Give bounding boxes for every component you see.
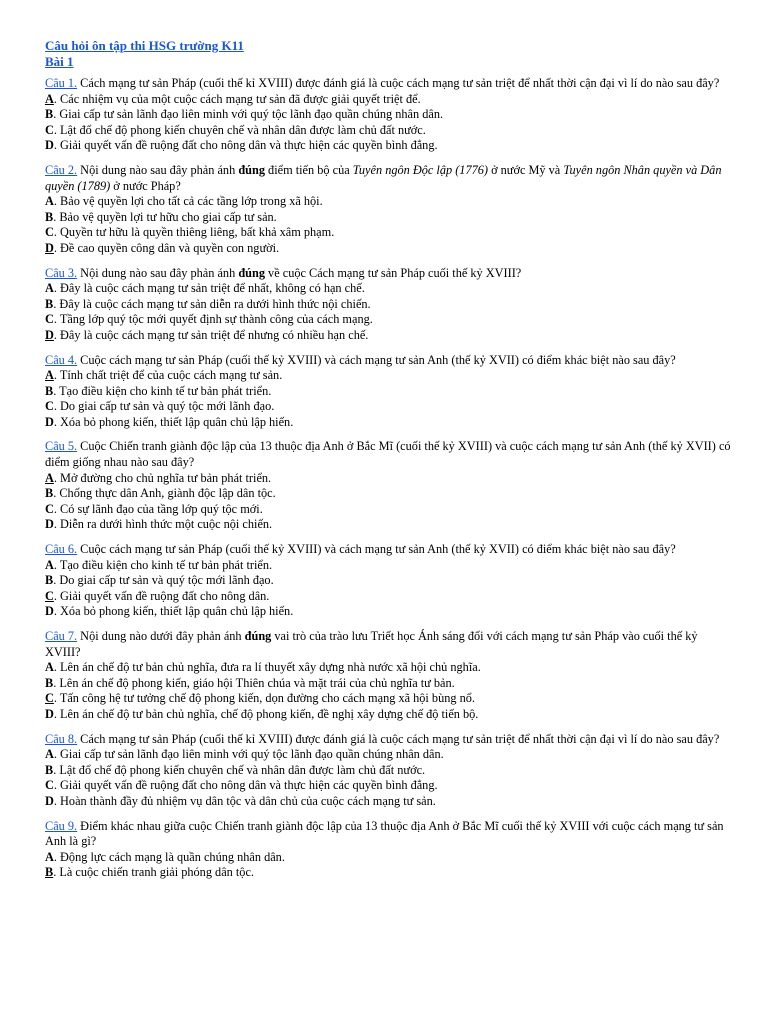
stem-text: Điểm khác nhau giữa cuộc Chiến tranh giành độc lập của 13 thuộc địa Anh ở Bắc Mĩ cuối thế kỷ XVIII với cuộc cách mạng tư sản Anh là gì? — [45, 818, 724, 849]
option-text: . Chống thực dân Anh, giành độc lập dân tộc. — [53, 486, 276, 501]
option-text: . Mở đường cho chủ nghĩa tư bản phát triển. — [53, 470, 272, 485]
option-text: . Bảo vệ quyền lợi cho tất cả các tầng lớp trong xã hội. — [53, 194, 323, 209]
option-letter: D — [45, 327, 54, 342]
option-text: . Đây là cuộc cách mạng tư sản triệt để nhất, không có hạn chế. — [53, 281, 365, 296]
document-title: Câu hỏi ôn tập thi HSG trường K11 — [45, 38, 244, 53]
option-text: . Đề cao quyền công dân và quyền con người. — [53, 240, 280, 255]
option-letter: B — [45, 865, 54, 880]
option-text: . Tấn công hệ tư tưởng chế độ phong kiến, dọn đường cho cách mạng xã hội bùng nổ. — [53, 691, 475, 706]
question-stem — [45, 542, 735, 558]
option-letter: B — [45, 209, 54, 224]
stem-text: ở nước Pháp? — [110, 178, 181, 193]
option-text: . Hoàn thành đầy đủ nhiệm vụ dân tộc và dân chủ của cuộc cách mạng tư sản. — [53, 793, 436, 808]
answer-option-b — [45, 865, 735, 881]
question-4 — [45, 353, 735, 431]
option-text: . Lên án chế độ tư bản chủ nghĩa, đưa ra lí thuyết xây dựng nhà nước xã hội chủ nghĩa. — [53, 660, 481, 675]
question-1 — [45, 76, 735, 154]
option-text: . Bảo vệ quyền lợi tư hữu cho giai cấp tư sản. — [53, 209, 277, 224]
answer-option-b — [45, 676, 735, 692]
option-text: . Động lực cách mạng là quần chúng nhân dân. — [53, 849, 285, 864]
question-number: Câu 3. — [45, 265, 78, 280]
answer-option-c — [45, 778, 735, 794]
option-text: . Giải quyết vấn đề ruộng đất cho nông dân và thực hiện các quyền bình đẳng. — [53, 778, 438, 793]
option-letter: B — [45, 107, 54, 122]
option-letter: C — [45, 225, 54, 240]
option-letter: A — [45, 368, 54, 383]
answer-option-b — [45, 210, 735, 226]
document — [45, 38, 735, 881]
emphasis-text: đúng — [244, 629, 272, 643]
stem-text: Nội dung nào sau đây phản ánh — [77, 265, 239, 280]
question-stem — [45, 732, 735, 748]
option-letter: C — [45, 691, 54, 706]
option-text: . Xóa bỏ phong kiến, thiết lập quân chủ lập hiến. — [53, 414, 294, 429]
question-7 — [45, 629, 735, 723]
emphasis-text: đúng — [238, 162, 265, 177]
stem-text: Cuộc cách mạng tư sản Pháp (cuối thế kỷ XVIII) và cách mạng tư sản Anh (thế kỷ XVII) có điểm khác biệt nào sau đây? — [77, 352, 676, 367]
option-letter: D — [45, 138, 54, 153]
question-text — [77, 76, 719, 90]
answer-option-a — [45, 281, 735, 297]
answer-option-b — [45, 297, 735, 313]
option-letter: A — [45, 470, 54, 485]
question-stem — [45, 819, 735, 850]
answer-option-d — [45, 241, 735, 257]
answer-option-a — [45, 368, 735, 384]
italic-text: Tuyên ngôn Độc lập (1776) — [352, 162, 488, 177]
option-text: . Các nhiệm vụ của một cuộc cách mạng tư sản đã được giải quyết triệt để. — [53, 91, 421, 106]
question-number: Câu 4. — [45, 352, 78, 367]
stem-text: Cuộc Chiến tranh giành độc lập của 13 thuộc địa Anh ở Bắc Mĩ (cuối thế kỷ XVIII) và cuộc cách mạng tư sản Anh (thế kỷ XVII) có điểm giống nhau nào sau đây? — [45, 439, 731, 470]
option-letter: D — [45, 517, 54, 532]
option-letter: C — [45, 588, 54, 603]
option-text: . Đây là cuộc cách mạng tư sản diễn ra dưới hình thức nội chiến. — [53, 296, 371, 311]
option-text: . Tạo điều kiện cho kinh tế tư bản phát triển. — [53, 383, 272, 398]
question-number: Câu 1. — [45, 76, 78, 90]
option-letter: D — [45, 793, 54, 808]
option-letter: A — [45, 194, 54, 209]
question-3 — [45, 266, 735, 344]
answer-option-b — [45, 107, 735, 123]
question-stem — [45, 629, 735, 660]
option-text: . Lên án chế độ phong kiến, giáo hội Thiên chúa và mặt trái của chủ nghĩa tư bản. — [53, 675, 455, 690]
italic-text: Tuyên ngôn Nhân quyền và Dân quyền (1789) — [45, 162, 722, 193]
emphasis-text: đúng — [238, 265, 265, 280]
option-text: . Giải quyết vấn đề ruộng đất cho nông dân và thực hiện các quyền bình đẳng. — [53, 138, 438, 153]
question-number: Câu 9. — [45, 818, 78, 833]
answer-option-c — [45, 225, 735, 241]
option-letter: B — [45, 675, 54, 690]
question-number: Câu 8. — [45, 731, 78, 746]
option-text: . Có sự lãnh đạo của tầng lớp quý tộc mới. — [53, 501, 263, 516]
option-letter: B — [45, 762, 54, 777]
answer-option-d — [45, 517, 735, 533]
lesson-heading: Bài 1 — [45, 54, 74, 69]
question-number: Câu 2. — [45, 162, 78, 177]
question-text — [45, 819, 724, 849]
option-letter: C — [45, 312, 54, 327]
question-stem — [45, 163, 735, 194]
answer-option-a — [45, 558, 735, 574]
question-stem — [45, 353, 735, 369]
option-letter: A — [45, 747, 54, 762]
stem-text: Nội dung nào dưới đây phản ánh — [77, 629, 245, 643]
stem-text: Cuộc cách mạng tư sản Pháp (cuối thế kỷ XVIII) và cách mạng tư sản Anh (thế kỷ XVII) có điểm khác biệt nào sau đây? — [77, 542, 676, 557]
answer-option-d — [45, 138, 735, 154]
answer-option-a — [45, 747, 735, 763]
option-text: . Tạo điều kiện cho kinh tế tư bản phát triển. — [53, 557, 273, 572]
answer-option-c — [45, 399, 735, 415]
option-text: . Là cuộc chiến tranh giải phóng dân tộc. — [53, 865, 254, 880]
option-letter: B — [45, 486, 54, 501]
option-text: . Xóa bỏ phong kiến, thiết lập quân chủ lập hiến. — [53, 604, 294, 619]
stem-text: về cuộc Cách mạng tư sản Pháp cuối thế kỷ XVIII? — [264, 265, 522, 280]
question-8 — [45, 732, 735, 810]
option-letter: D — [45, 414, 54, 429]
question-9 — [45, 819, 735, 881]
option-text: . Giai cấp tư sản lãnh đạo liên minh với quý tộc lãnh đạo quần chúng nhân dân. — [53, 107, 444, 122]
option-letter: C — [45, 501, 54, 516]
question-number: Câu 5. — [45, 439, 78, 454]
option-text: . Diễn ra dưới hình thức một cuộc nội chiến. — [53, 517, 273, 532]
answer-option-d — [45, 415, 735, 431]
option-letter: B — [45, 296, 54, 311]
question-2 — [45, 163, 735, 257]
option-letter: B — [45, 383, 54, 398]
answer-option-b — [45, 573, 735, 589]
stem-text: điểm tiến bộ của — [264, 162, 353, 177]
stem-text: vai trò của trào lưu Triết học Ánh sáng đối với cách mạng tư sản Pháp vào cuối thế kỷ XVIII? — [45, 629, 698, 659]
option-text: . Quyền tư hữu là quyền thiêng liêng, bất khả xâm phạm. — [53, 225, 335, 240]
option-text: . Do giai cấp tư sản và quý tộc mới lãnh đạo. — [53, 573, 274, 588]
option-letter: A — [45, 849, 54, 864]
option-letter: C — [45, 399, 54, 414]
answer-option-d — [45, 794, 735, 810]
option-text: . Lên án chế độ tư bản chủ nghĩa, chế độ phong kiến, đề nghị xây dựng chế độ tiến bộ. — [53, 706, 479, 721]
stem-text: Nội dung nào sau đây phản ánh — [77, 162, 239, 177]
question-number: Câu 6. — [45, 542, 78, 557]
question-6 — [45, 542, 735, 620]
question-text — [77, 353, 676, 367]
answer-option-d — [45, 604, 735, 620]
answer-option-d — [45, 328, 735, 344]
option-text: . Tính chất triệt để của cuộc cách mạng tư sản. — [53, 368, 283, 383]
question-list — [45, 76, 735, 881]
answer-option-a — [45, 92, 735, 108]
stem-text: ở nước Mỹ và — [488, 162, 564, 177]
answer-option-a — [45, 850, 735, 866]
option-text: . Đây là cuộc cách mạng tư sản triệt để nhưng có nhiều hạn chế. — [53, 327, 369, 342]
question-text — [77, 542, 676, 556]
answer-option-c — [45, 502, 735, 518]
option-letter: D — [45, 706, 54, 721]
answer-option-b — [45, 486, 735, 502]
answer-option-d — [45, 707, 735, 723]
option-letter: A — [45, 660, 54, 675]
option-letter: C — [45, 122, 54, 137]
option-letter: D — [45, 240, 54, 255]
stem-text: Cách mạng tư sản Pháp (cuối thế kỉ XVIII) được đánh giá là cuộc cách mạng tư sản triệt để nhất thời cận đại vì lí do nào sau đây? — [77, 76, 720, 90]
option-text: . Lật đổ chế độ phong kiến chuyên chế và nhân dân được làm chủ đất nước. — [53, 762, 426, 777]
stem-text: Cách mạng tư sản Pháp (cuối thế kỉ XVIII) được đánh giá là cuộc cách mạng tư sản triệt để nhất thời cận đại vì lí do nào sau đây? — [77, 731, 720, 746]
option-text: . Do giai cấp tư sản và quý tộc mới lãnh đạo. — [53, 399, 275, 414]
question-text — [77, 732, 719, 746]
answer-option-a — [45, 660, 735, 676]
answer-option-c — [45, 312, 735, 328]
answer-option-b — [45, 384, 735, 400]
question-text — [45, 163, 721, 193]
question-number: Câu 7. — [45, 629, 78, 643]
answer-option-b — [45, 763, 735, 779]
option-letter: A — [45, 91, 54, 106]
answer-option-a — [45, 471, 735, 487]
answer-option-a — [45, 194, 735, 210]
option-letter: C — [45, 778, 54, 793]
question-text — [45, 439, 731, 469]
question-text — [77, 266, 521, 280]
answer-option-c — [45, 589, 735, 605]
answer-option-c — [45, 691, 735, 707]
option-letter: A — [45, 557, 54, 572]
option-letter: B — [45, 573, 54, 588]
question-stem — [45, 76, 735, 92]
option-text: . Giai cấp tư sản lãnh đạo liên minh với quý tộc lãnh đạo quần chúng nhân dân. — [53, 747, 444, 762]
question-stem — [45, 266, 735, 282]
option-letter: A — [45, 281, 54, 296]
question-5 — [45, 439, 735, 533]
question-text — [45, 629, 698, 659]
option-text: . Tầng lớp quý tộc mới quyết định sự thành công của cách mạng. — [53, 312, 373, 327]
option-text: . Lật đổ chế độ phong kiến chuyên chế và nhân dân được làm chủ đất nước. — [53, 122, 426, 137]
answer-option-c — [45, 123, 735, 139]
option-text: . Giải quyết vấn đề ruộng đất cho nông dân. — [53, 588, 270, 603]
option-letter: D — [45, 604, 54, 619]
question-stem — [45, 439, 735, 470]
